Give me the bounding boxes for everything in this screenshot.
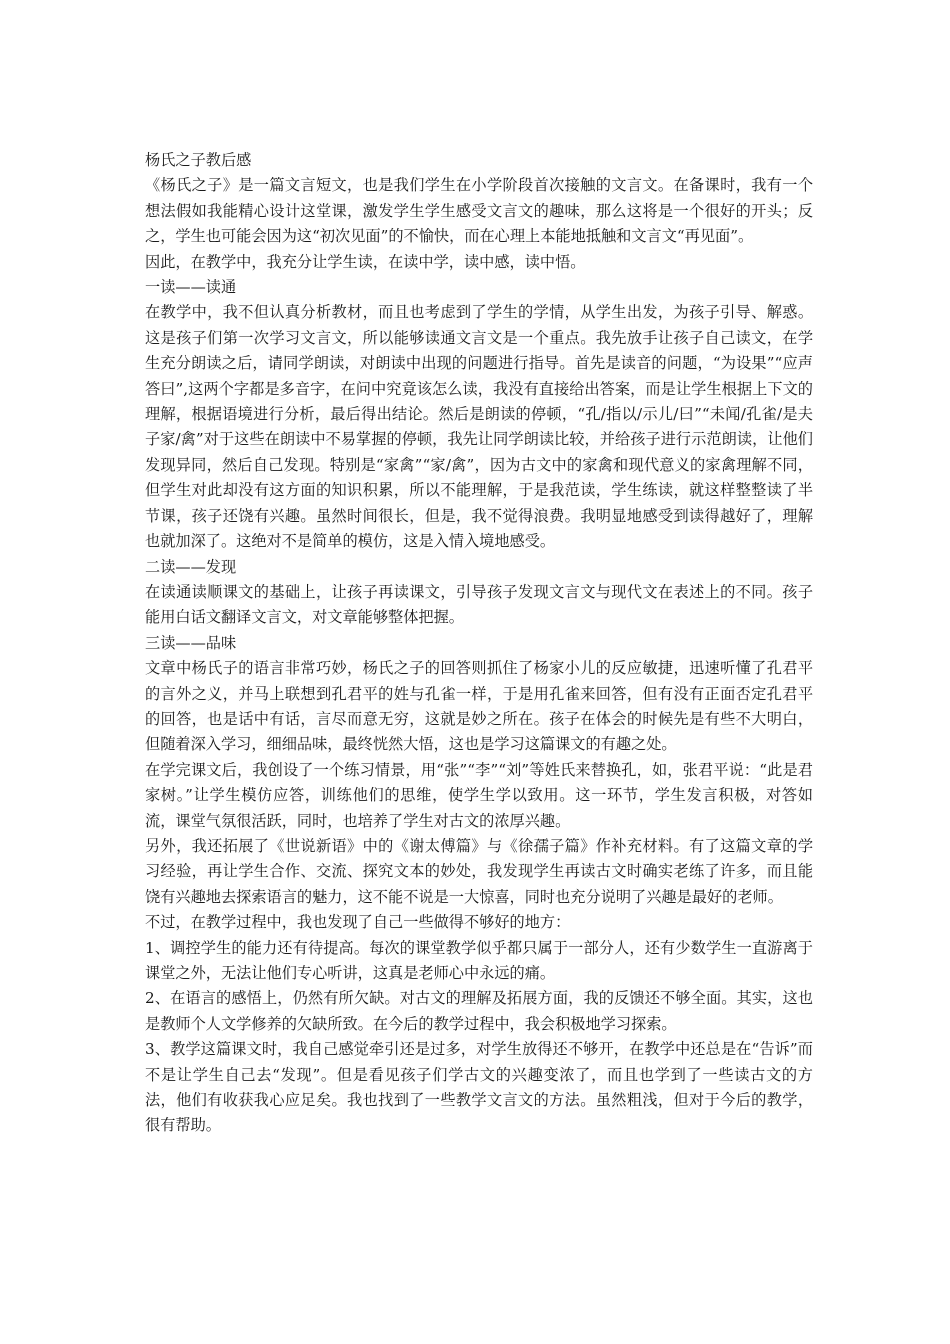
paragraph: 《杨氏之子》是一篇文言短文，也是我们学生在小学阶段首次接触的文言文。在备课时，我有一个想法假如我能精心设计这堂课，激发学生学生感受文言文的趣味，那么这将是一个很好的开头；反之，学生也可能会因为这“初次见面”的不愉快，而在心理上本能地抵触和文言文“再见面”。 [145,176,813,246]
document-title: 杨氏之子教后感 [145,151,252,169]
paragraph: 在读通读顺课文的基础上，让孩子再读课文，引导孩子发现文言文与现代文在表述上的不同。孩子能用白话文翻译文言文，对文章能够整体把握。 [145,582,813,627]
paragraph: 在教学中，我不但认真分析教材，而且也考虑到了学生的学情，从学生出发，为孩子引导、解惑。这是孩子们第一次学习文言文，所以能够读通文言文是一个重点。我先放手让孩子自己读文，在学生充分朗读之后，请同学朗读，对朗读中出现的问题进行指导。首先是读音的问题，“为设果”“应声答曰”,这两个字都是多音字，在问中究竟该怎么读，我没有直接给出答案，而是让学生根据上下文的理解，根据语境进行分析，最后得出结论。然后是朗读的停顿，“孔/指以/示儿/曰”“未闻/孔雀/是夫子家/禽”对于这些在朗读中不易掌握的停顿，我先让同学朗读比较，并给孩子进行示范朗读，让他们发现异同，然后自己发现。特别是“家禽”“家/禽”，因为古文中的家禽和现代意义的家禽理解不同，但学生对此却没有这方面的知识积累，所以不能理解，于是我范读，学生练读，就这样整整读了半节课，孩子还饶有兴趣。虽然时间很长，但是，我不觉得浪费。我明显地感受到读得越好了，理解也就加深了。这绝对不是简单的模仿，这是入情入境地感受。 [145,303,813,551]
paragraph: 在学完课文后，我创设了一个练习情景，用“张”“李”“刘”等姓氏来替换孔，如，张君平说：“此是君家树。”让学生模仿应答，训练他们的思维，使学生学以致用。这一环节，学生发言积极，对答如流，课堂气氛很活跃，同时，也培养了学生对古文的浓厚兴趣。 [145,760,813,830]
list-item: 2、在语言的感悟上，仍然有所欠缺。对古文的理解及拓展方面，我的反馈还不够全面。其实，这也是教师个人文学修养的欠缺所致。在今后的教学过程中，我会积极地学习探索。 [145,989,813,1033]
section-heading: 二读——发现 [145,557,237,576]
paragraph: 因此，在教学中，我充分让学生读，在读中学，读中感，读中悟。 [145,252,586,271]
paragraph: 不过，在教学过程中，我也发现了自己一些做得不够好的地方： [145,913,571,932]
paragraph: 另外，我还拓展了《世说新语》中的《谢太傅篇》与《徐孺子篇》作补充材料。有了这篇文章的学习经验，再让学生合作、交流、探究文本的妙处，我发现学生再读古文时确实老练了许多，而且能饶有兴趣地去探索语言的魅力，这不能不说是一大惊喜，同时也充分说明了兴趣是最好的老师。 [145,836,813,906]
list-item: 1、调控学生的能力还有待提高。每次的课堂教学似乎都只属于一部分人，还有少数学生一直游离于课堂之外，无法让他们专心听讲，这真是老师心中永远的痛。 [145,938,813,982]
list-item: 3、教学这篇课文时，我自己感觉牵引还是过多，对学生放得还不够开，在教学中还总是在“告诉”而不是让学生自己去“发现”。但是看见孩子们学古文的兴趣变浓了，而且也学到了一些读古文的方法，他们有收获我心应足矣。我也找到了一些教学文言文的方法。虽然粗浅，但对于今后的教学，很有帮助。 [145,1040,813,1135]
paragraph: 文章中杨氏子的语言非常巧妙，杨氏之子的回答则抓住了杨家小儿的反应敏捷，迅速听懂了孔君平的言外之义，并马上联想到孔君平的姓与孔雀一样，于是用孔雀来回答，但有没有正面否定孔君平的回答，也是话中有话，言尽而意无穷，这就是妙之所在。孩子在体会的时候先是有些不大明白，但随着深入学习，细细品味，最终恍然大悟，这也是学习这篇课文的有趣之处。 [145,659,813,754]
section-heading: 一读——读通 [145,278,237,297]
document-body [145,148,813,1139]
section-heading: 三读——品味 [145,633,237,652]
